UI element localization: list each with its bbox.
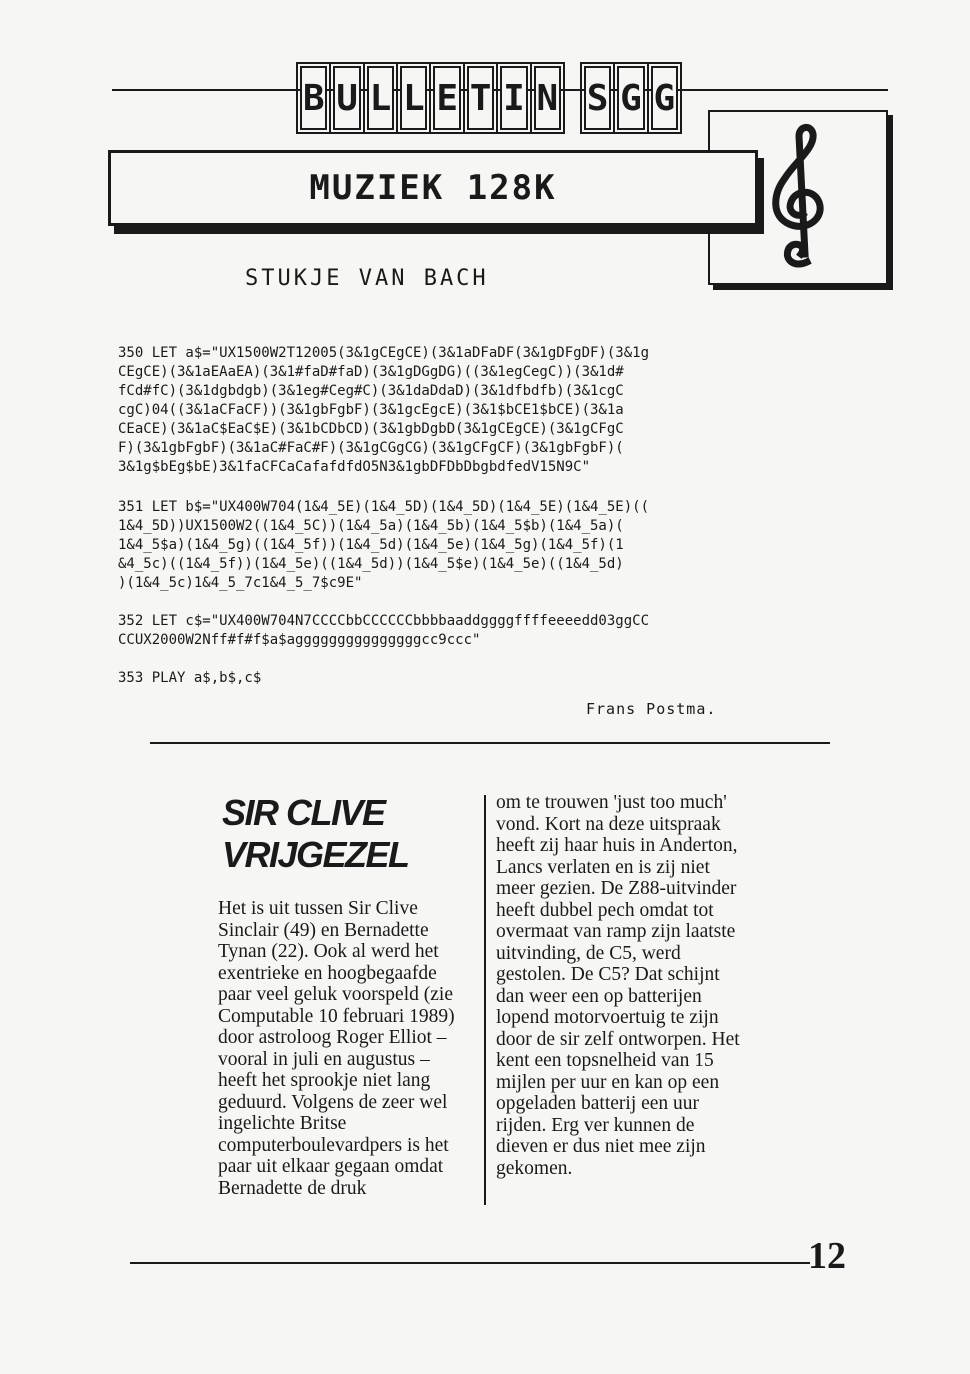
program-line-351: 351 LET b$="UX400W704(1&4_5E)(1&4_5D)(1&4_5D)(1&4_5E)(1&4_5E)(( 1&4_5D))UX1500W2((1&4_5C))(1&4_5a)(1&4_5b)(1&4_5$b)(1&4_5a)( 1&4_5$a)(1&4_5g)((1&4_5f))(1&4_5d)(1&4_5e)(1&4_5g)(1&4_5f)(1 &4_5c)((1&4_5f))(1&4_5e)((1&4_5d))(1&4_5$e)(1&4_5e)((1&4_5d) )(1&4_5c)1&4_5_7c1&4_5_7$c9E" bbox=[118, 499, 650, 591]
logo-letter: T bbox=[467, 66, 494, 130]
logo-letter: U bbox=[333, 66, 360, 130]
logo-letter: E bbox=[433, 66, 460, 130]
article-title bbox=[222, 792, 482, 876]
section-title: MUZIEK 128K bbox=[108, 150, 758, 226]
logo-letter: L bbox=[367, 66, 394, 130]
author: Frans Postma. bbox=[586, 700, 717, 718]
subtitle: STUKJE VAN BACH bbox=[245, 266, 489, 291]
logo-letter: I bbox=[500, 66, 527, 130]
article-title-line: VRIJGEZEL bbox=[222, 834, 409, 875]
article-column-1: Het is uit tussen Sir Clive Sinclair (49) en Bernadette Tynan (22). Ook al werd het exentrieke en hoogbegaafde paar veel geluk voorspeld (zie Computable 10 februari 1989) door astroloog Roger Elliot – vooral in juli en augustus – heeft het sprookje niet lang geduurd. Volgens de zeer wel ingelichte Britse computerboulevardpers is het paar uit elkaar gegaan omdat Bernadette de druk bbox=[218, 898, 455, 1199]
program-line-353: 353 PLAY a$,b$,c$ bbox=[118, 670, 262, 686]
logo-letter: B bbox=[300, 66, 327, 130]
treble-clef-icon bbox=[755, 122, 845, 272]
program-line-352: 352 LET c$="UX400W704N7CCCCbbCCCCCCbbbbaaddggggffffeeeedd03ggCC CCUX2000W2Nff#f#f$a$agggggggggggggggcc9ccc" bbox=[118, 613, 650, 648]
article-column-2: om te trouwen 'just too much' vond. Kort na deze uitspraak heeft zij haar huis in Anderton, Lancs verlaten en is zij niet meer gezien. De Z88-uitvinder heeft dubbel pech omdat tot overmaat van ramp zijn laatste uitvinding, de C5, werd gestolen. De C5? Dat schijnt dan weer een op batterijen lopend motorvoertuig te zijn door de sir zelf ontworpen. Het kent een topsnelheid van 15 mijlen per uur en kan op een opgeladen batterij een uur rijden. Erg ver kunnen de dieven er dus niet mee zijn gekomen. bbox=[496, 792, 740, 1179]
logo-letter: G bbox=[617, 66, 644, 130]
bulletin-logo bbox=[300, 60, 678, 136]
article-title-line: SIR CLIVE bbox=[222, 792, 385, 833]
page-number: 12 bbox=[808, 1235, 846, 1277]
section-divider bbox=[150, 742, 830, 744]
column-rule bbox=[484, 795, 486, 1205]
logo-letter: N bbox=[534, 66, 561, 130]
program-line-350: 350 LET a$="UX1500W2T12005(3&1gCEgCE)(3&1aDFaDF(3&1gDFgDF)(3&1g CEgCE)(3&1aEAaEA)(3&1#faD#faD)(3&1gDGgDG)((3&1egCegC))(3&1d# fCd#fC)(3&1dgbdgb)(3&1eg#Ceg#C)(3&1daDdaD)(3&1dfbdfb)(3&1cgC cgC)04((3&1aCFaCF))(3&1gbFgbF)(3&1gcEgcE)(3&1$bCE1$bCE)(3&1a CEaCE)(3&1aC$EaC$E)(3&1bCDbCD)(3&1gbDgbD(3&1gCEgCE)(3&1gCFgC F)(3&1gbFgbF)(3&1aC#FaC#F)(3&1gCGgCG)(3&1gCFgCF)(3&1gbFgbF)( 3&1g$bEg$bE)3&1faCFCaCafafdfdO5N3&1gbDFDbDbgbdfedV15N9C" bbox=[118, 345, 650, 475]
logo-letter: S bbox=[584, 66, 611, 130]
footer-rule bbox=[130, 1262, 810, 1264]
logo-letter: L bbox=[400, 66, 427, 130]
logo-letter: G bbox=[651, 66, 678, 130]
